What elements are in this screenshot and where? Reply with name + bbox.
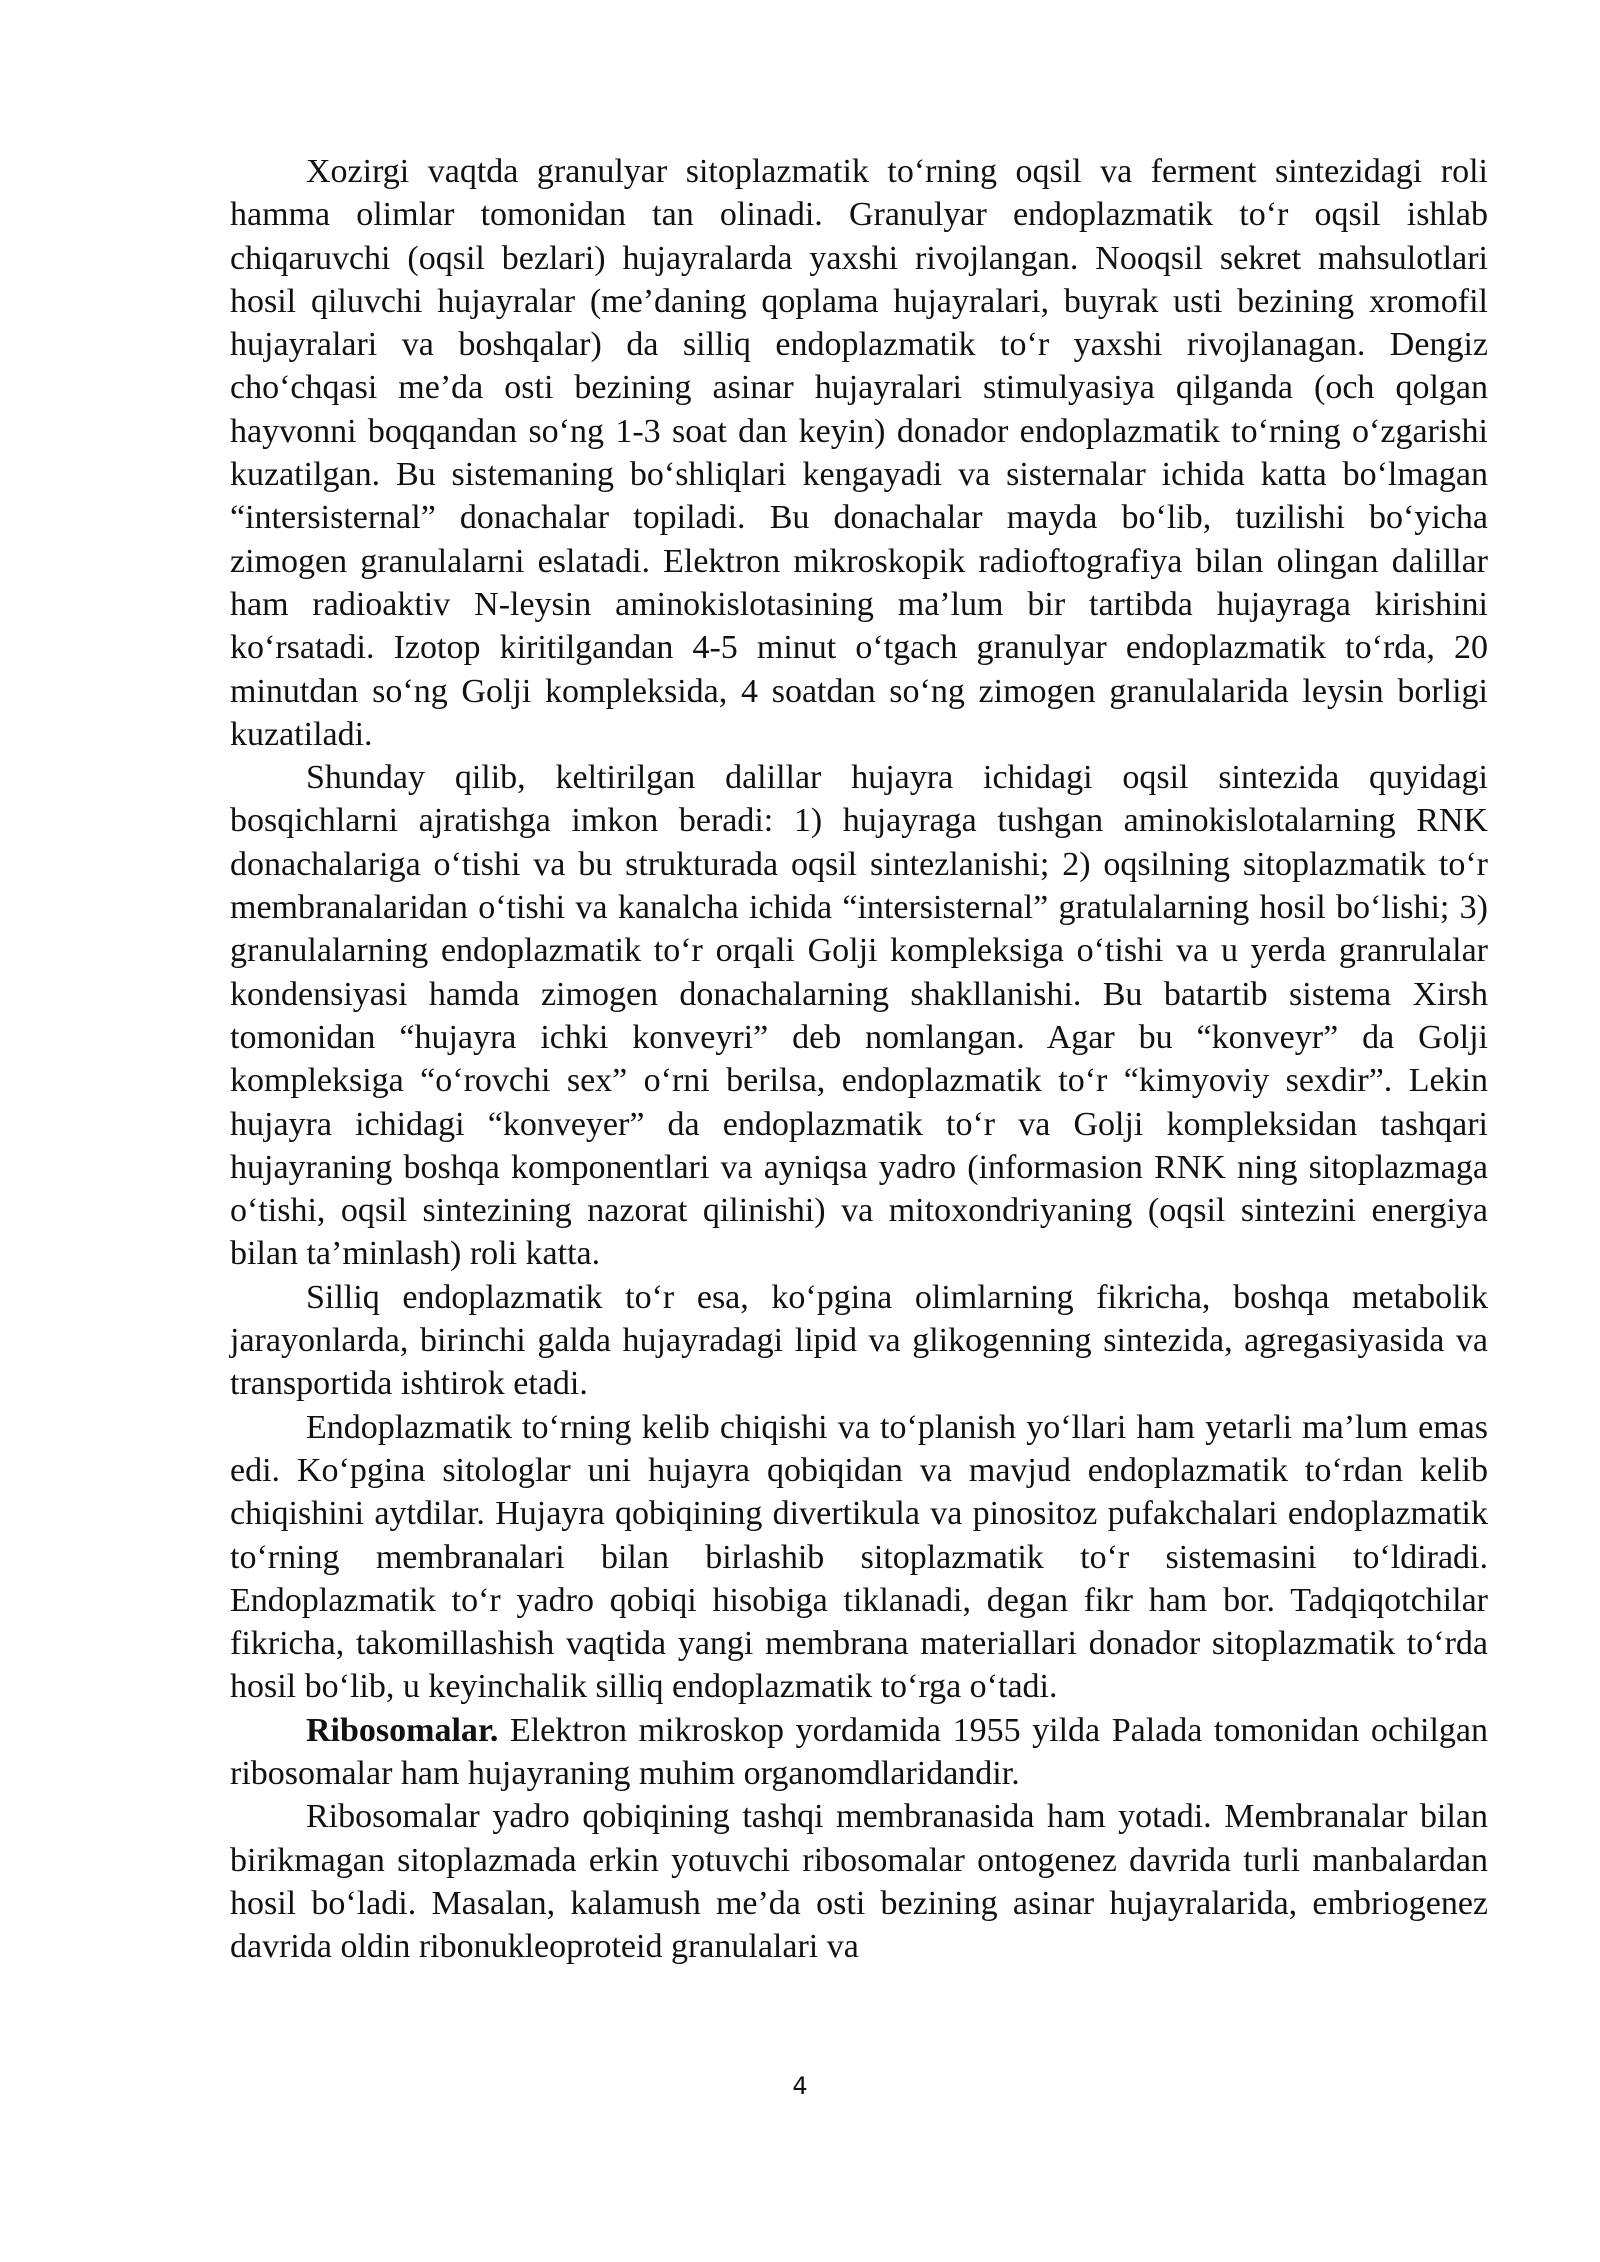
paragraph-ribosomes-intro — [230, 1709, 1488, 1796]
page-number: 4 — [792, 2072, 808, 2100]
document-page — [230, 150, 1488, 1968]
section-heading-ribosomes: Ribosomalar. — [306, 1711, 499, 1749]
paragraph-text: Ribosomalar yadro qobiqining tashqi membranasida ham yotadi. Membranalar bilan birikmagan sitoplazmada erkin yotuvchi ribosomalar ontogenez davrida turli manbalardan hosil bo‘ladi. Masalan, kalamush me’da osti bezining asinar hujayralarida, embriogenez davrida oldin ribonukleoproteid granulalari va — [230, 1798, 1488, 1966]
paragraph-granular-er-protein-synthesis — [230, 150, 1488, 756]
paragraph-text: Xozirgi vaqtda granulyar sitoplazmatik to‘rning oqsil va ferment sintezidagi roli hamma olimlar tomonidan tan olinadi. Granulyar endoplazmatik to‘r oqsil ishlab chiqaruvchi (oqsil bezlari) hujayralarda yaxshi rivojlangan. Nooqsil sekret mahsulotlari hosil qiluvchi hujayralar (me’daning qoplama hujayralari, buyrak usti bezining xromofil hujayralari va boshqalar) da silliq endoplazmatik to‘r yaxshi rivojlanagan. Dengiz cho‘chqasi me’da osti bezining asinar hujayralari stimulyasiya qilganda (och qolgan hayvonni boqqandan so‘ng 1-3 soat dan keyin) donador endoplazmatik to‘rning o‘zgarishi kuzatilgan. Bu sistemaning bo‘shliqlari kengayadi va sisternalar ichida katta bo‘lmagan “intersisternal” donachalar topiladi. Bu donachalar mayda bo‘lib, tuzilishi bo‘yicha zimogen granulalarni eslatadi. Elektron mikroskopik radioftografiya bilan olingan dalillar ham radioaktiv N-leysin aminokislotasining ma’lum bir tartibda hujayraga kirishini ko‘rsatadi. Izotop kiritilgandan 4-5 minut o‘tgach granulyar endoplazmatik to‘rda, 20 minutdan so‘ng Golji kompleksida, 4 soatdan so‘ng zimogen granulalarida leysin borligi kuzatiladi. — [230, 153, 1488, 753]
paragraph-text: Silliq endoplazmatik to‘r esa, ko‘pgina olimlarning fikricha, boshqa metabolik jarayonlarda, birinchi galda hujayradagi lipid va glikogenning sintezida, agregasiyasida va transportida ishtirok etadi. — [230, 1278, 1488, 1403]
paragraph-text: Endoplazmatik to‘rning kelib chiqishi va to‘planish yo‘llari ham yetarli ma’lum emas edi. Ko‘pgina sitologlar uni hujayra qobiqidan va mavjud endoplazmatik to‘rdan kelib chiqishini aytdilar. Hujayra qobiqining divertikula va pinositoz pufakchalari endoplazmatik to‘rning membranalari bilan birlashib sitoplazmatik to‘r sistemasini to‘ldiradi. Endoplazmatik to‘r yadro qobiqi hisobiga tiklanadi, degan fikr ham bor. Tadqiqotchilar fikricha, takomillashish vaqtida yangi membrana materiallari donador sitoplazmatik to‘rda hosil bo‘lib, u keyinchalik silliq endoplazmatik to‘rga o‘tadi. — [230, 1408, 1488, 1706]
paragraph-text: Elektron mikroskop yordamida 1955 yilda Palada tomonidan ochilgan ribosomalar ham hujayraning muhim organomdlaridandir. — [230, 1711, 1488, 1792]
paragraph-ribosomes-location — [230, 1795, 1488, 1968]
paragraph-smooth-er — [230, 1276, 1488, 1406]
paragraph-protein-synthesis-stages — [230, 756, 1488, 1276]
paragraph-text: Shunday qilib, keltirilgan dalillar hujayra ichidagi oqsil sintezida quyidagi bosqichlarni ajratishga imkon beradi: 1) hujayraga tushgan aminokislotalarning RNK donachalariga o‘tishi va bu strukturada oqsil sintezlanishi; 2) oqsilning sitoplazmatik to‘r membranalaridan o‘tishi va kanalcha ichida “intersisternal” gratulalarning hosil bo‘lishi; 3) granulalarning endoplazmatik to‘r orqali Golji kompleksiga o‘tishi va u yerda granrulalar kondensiyasi hamda zimogen donachalarning shakllanishi. Bu batartib sistema Xirsh tomonidan “hujayra ichki konveyri” deb nomlangan. Agar bu “konveyr” da Golji kompleksiga “o‘rovchi sex” o‘rni berilsa, endoplazmatik to‘r “kimyoviy sexdir”. Lekin hujayra ichidagi “konveyer” da endoplazmatik to‘r va Golji kompleksidan tashqari hujayraning boshqa komponentlari va ayniqsa yadro (informasion RNK ning sitoplazmaga o‘tishi, oqsil sintezining nazorat qilinishi) va mitoxondriyaning (oqsil sintezini energiya bilan ta’minlash) roli katta. — [230, 759, 1488, 1273]
paragraph-er-origin — [230, 1406, 1488, 1709]
